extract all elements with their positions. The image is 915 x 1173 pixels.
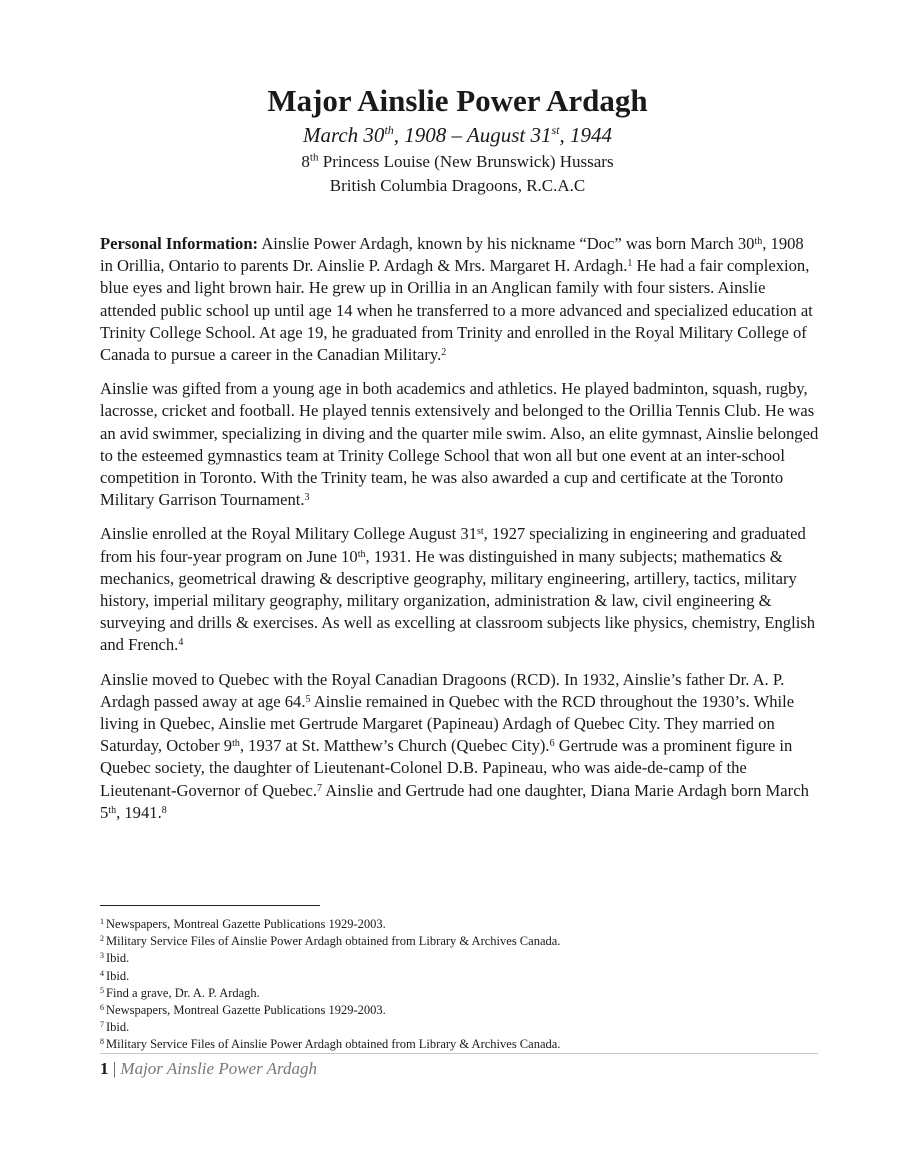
footnote-item: $^8$ Military Service Files of Ainslie Power Ardagh obtained from Library & Archives Canada. (100, 1037, 561, 1052)
footnote-item: $^7$ Ibid. (100, 1020, 130, 1035)
section-label: Personal Information: (100, 234, 259, 253)
footnote-ref[interactable]: 2 (441, 347, 447, 359)
paragraph-quebec: Ainslie moved to Quebec with the Royal Canadian Dragoons (RCD). In 1932, Ainslie’s father Dr. A. P. Ardagh passed away at age 64.$^5$ Ainslie remained in Quebec with the RCD throughout the 1930’s. While living in Quebec, Ainslie met Gertrude Margaret (Papineau) Ardagh of Quebec City. They married on Saturday, October 9th, 1937 at St. Matthew’s Church (Quebec City).$^6$ Gertrude was a prominent figure in Quebec society, the daughter of Lieutenant-Colonel D.B. Papineau, who was aide-de-camp of the Lieutenant-Governor of Quebec.$^7$ Ainslie and Gertrude had one daughter, Diana Marie Ardagh born March 5th, 1941.$^8$ (100, 669, 809, 822)
footnote-ref[interactable]: 5 (305, 693, 311, 705)
footnote-item: $^1$ Newspapers, Montreal Gazette Publications 1929-2003. (100, 917, 386, 931)
regiment-line-1: 8th Princess Louise (New Brunswick) Hussars (301, 151, 614, 171)
life-dates: March 30th, 1908 – August 31st, 1944 (302, 123, 613, 147)
footnote-ref[interactable]: 3 (304, 492, 310, 504)
footer-separator: | (112, 1059, 117, 1078)
footnotes (100, 916, 820, 1054)
regiment-line-2: British Columbia Dragoons, R.C.A.C (329, 176, 586, 195)
footnote-item: $^6$ Newspapers, Montreal Gazette Publications 1929-2003. (100, 1003, 386, 1018)
death-date: , 1944 (559, 123, 613, 147)
footnote-ref[interactable]: 8 (161, 804, 167, 816)
page-footer (100, 1058, 317, 1080)
footnote-ref[interactable]: 1 (627, 258, 633, 270)
page-number: 1 (100, 1059, 109, 1078)
footnote-ref[interactable]: 7 (317, 782, 323, 794)
footer-divider (100, 1053, 818, 1054)
footnote-separator (100, 905, 320, 906)
footnote-item: $^4$ Ibid. (100, 968, 130, 983)
body-text (100, 233, 820, 836)
paragraph-education: Ainslie enrolled at the Royal Military College August 31st, 1927 specializing in engineering and graduated from his four-year program on June 10th, 1931. He was distinguished in many subjects; mathematics & mechanics, geometrical drawing & descriptive geography, military engineering, artillery, tactics, military history, imperial military geography, military organization, administration & law, civil engineering & surveying and drills & exercises. As well as excelling at classroom subjects like physics, chemistry, English and French.$^4$ (100, 524, 816, 655)
footnote-item: $^2$ Military Service Files of Ainslie Power Ardagh obtained from Library & Archives Canada. (100, 934, 561, 949)
footnote-item: $^5$ Find a grave, Dr. A. P. Ardagh. (100, 985, 260, 1000)
page-title: Major Ainslie Power Ardagh (267, 83, 648, 118)
footnote-ref[interactable]: 4 (178, 637, 184, 649)
paragraph-athletics: Ainslie was gifted from a young age in both academics and athletics. He played badminton, squash, rugby, lacrosse, cricket and football. He played tennis extensively and belonged to the Orillia Tennis Club. He was an avid swimmer, specializing in diving and the quarter mile swim. Also, an elite gymnast, Ainslie belonged to the esteemed gymnastics team at Trinity College School that won all but one event at an inter-school competition in Toronto. With the Trinity team, he was also awarded a cup and certificate at the Toronto Military Garrison Tournament.$^3$ (100, 379, 819, 510)
footnote-ref[interactable]: 6 (549, 738, 555, 750)
birth-date: March 30 (302, 123, 385, 147)
paragraph-personal-information: Personal Information: Ainslie Power Ardagh, known by his nickname “Doc” was born March 30th, 1908 in Orillia, Ontario to parents Dr. Ainslie P. Ardagh & Mrs. Margaret H. Ardagh.$^1$ He had a fair complexion, blue eyes and light brown hair. He grew up in Orillia in an Anglican family with four sisters. Ainslie attended public school up until age 14 when he transferred to a more advanced and specialized education at Trinity College School. At age 19, he graduated from Trinity and enrolled in the Royal Military College of Canada to pursue a career in the Canadian Military.$^2$ (100, 234, 813, 365)
footer-title: Major Ainslie Power Ardagh (120, 1059, 318, 1078)
footnote-item: $^3$ Ibid. (100, 951, 130, 966)
